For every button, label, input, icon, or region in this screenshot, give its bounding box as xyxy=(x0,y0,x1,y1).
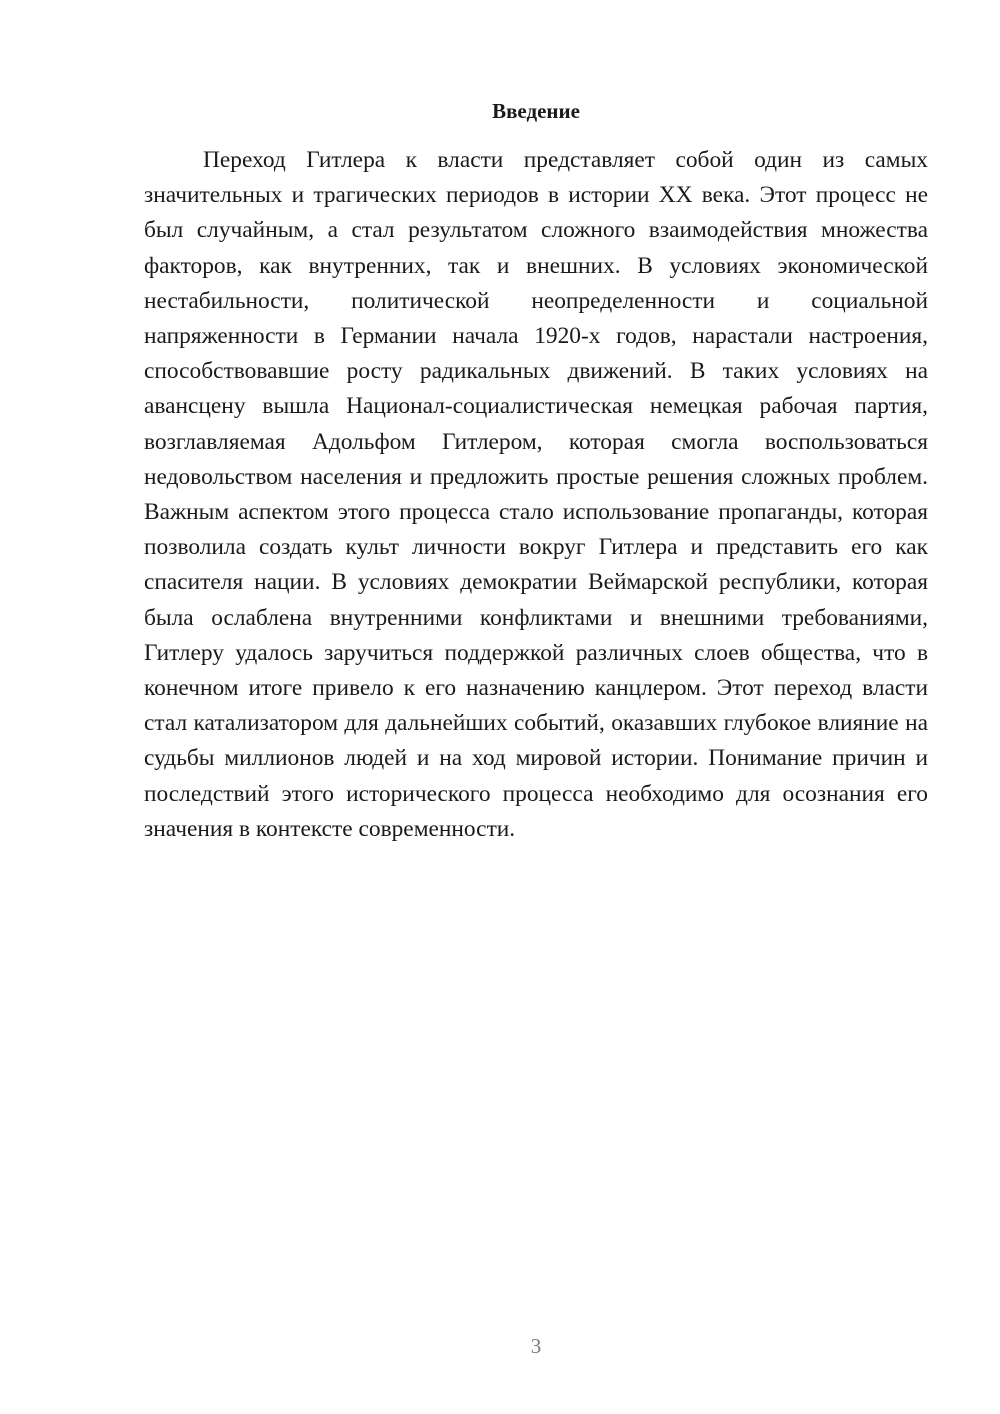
body-paragraph: Переход Гитлера к власти представляет собой один из самых значительных и трагических периодов в истории XX века. Этот процесс не был случайным, а стал результатом сложного взаимодействия множества факторов, как внутренних, так и внешних. В условиях экономической нестабильности, политической неопределенности и социальной напряженности в Германии начала 1920-х годов, нарастали настроения, способствовавшие росту радикальных движений. В таких условиях на авансцену вышла Национал-социалистическая немецкая рабочая партия, возглавляемая Адольфом Гитлером, которая смогла воспользоваться недовольством населения и предложить простые решения сложных проблем. Важным аспектом этого процесса стало использование пропаганды, которая позволила создать культ личности вокруг Гитлера и представить его как спасителя нации. В условиях демократии Веймарской республики, которая была ослаблена внутренними конфликтами и внешними требованиями, Гитлеру удалось заручиться поддержкой различных слоев общества, что в конечном итоге привело к его назначению канцлером. Этот переход власти стал катализатором для дальнейших событий, оказавших глубокое влияние на судьбы миллионов людей и на ход мировой истории. Понимание причин и последствий этого исторического процесса необходимо для осознания его значения в контексте современности. xyxy=(144,147,928,842)
section-heading: Введение xyxy=(492,99,580,123)
page-number: 3 xyxy=(530,1334,542,1358)
